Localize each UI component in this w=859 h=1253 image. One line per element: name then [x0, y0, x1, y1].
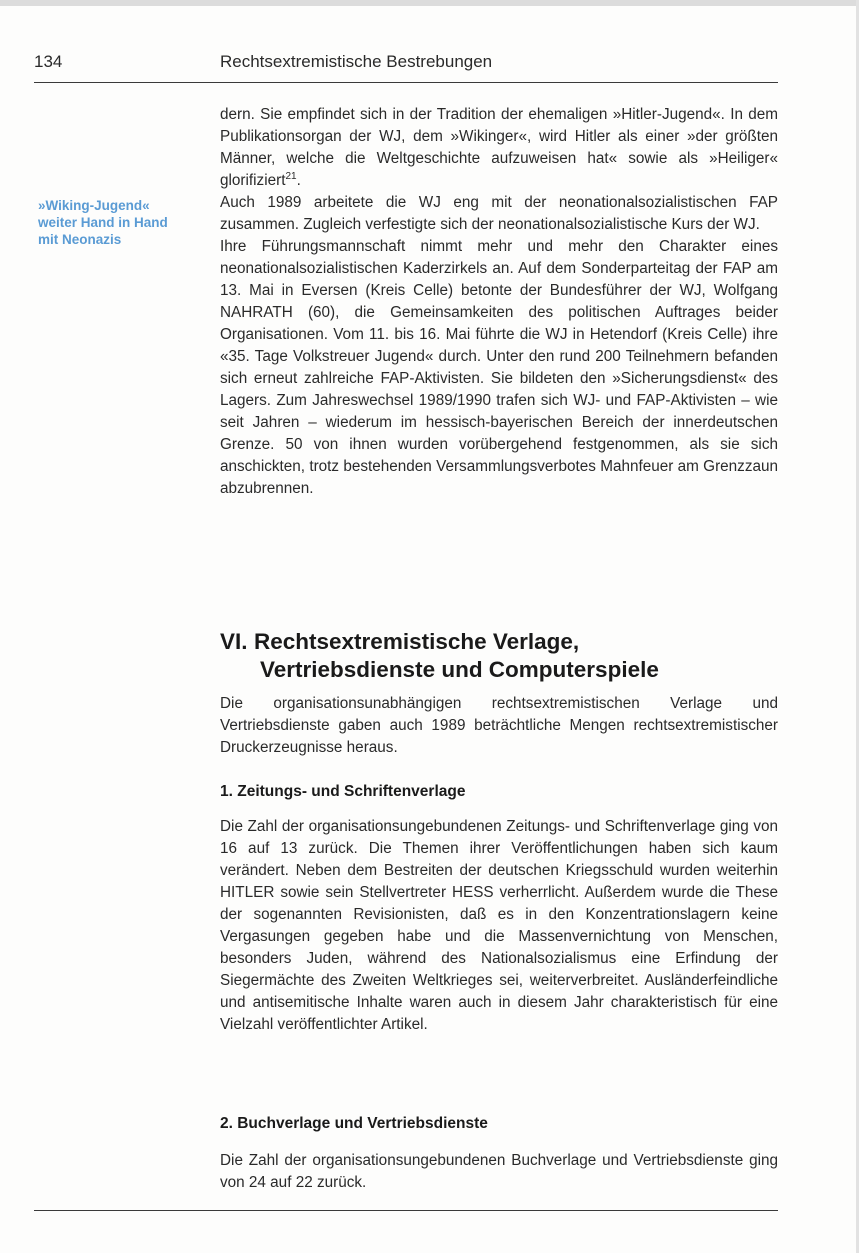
header-rule [34, 82, 778, 83]
section-title-line2: Vertriebsdienste und Computerspiele [260, 657, 659, 682]
body-text [220, 104, 778, 500]
subsection-2-body [220, 1150, 778, 1194]
paragraph-1-end: . [296, 172, 301, 189]
section-heading [220, 628, 778, 684]
section-intro [220, 693, 778, 759]
scan-top-border [0, 0, 859, 6]
footer-rule [34, 1210, 778, 1211]
subsection-1-body [220, 816, 778, 1036]
running-head: Rechtsextremistische Bestrebungen [220, 52, 493, 71]
section-intro-text: Die organisationsunabhängigen rechtsextremistischen Verlage und Vertriebsdienste gaben auch 1989 beträchtliche Mengen rechtsextremistischer Druckerzeugnisse heraus. [220, 695, 778, 756]
paragraph-2: Auch 1989 arbeitete die WJ eng mit der neonationalsozialistischen FAP zusammen. Zugleich verfestigte sich der neonationalsozialistische Kurs der WJ. [220, 194, 778, 233]
section-number: VI. [220, 629, 248, 654]
paragraph-3: Ihre Führungsmannschaft nimmt mehr und mehr den Charakter eines neonationalsozialistischen Kaderzirkels an. Auf dem Sonderparteitag der FAP am 13. Mai in Eversen (Kreis Celle) betonte der Bundesführer der WJ, Wolfgang NAHRATH (60), die Gemeinsamkeiten des politischen Auftrages beider Organisationen. Vom 11. bis 16. Mai führte die WJ in Hetendorf (Kreis Celle) ihre «35. Tage Volkstreuer Jugend« durch. Unter den rund 200 Teilnehmern befanden sich erneut zahlreiche FAP-Aktivisten. Sie bildeten den »Sicherungsdienst« des Lagers. Zum Jahreswechsel 1989/1990 trafen sich WJ- und FAP-Aktivisten – wie seit Jahren – wiederum im hessisch-bayerischen Bereich der innerdeutschen Grenze. 50 von ihnen wurden vorübergehend festgenommen, als sie sich anschickten, trotz bestehenden Versammlungsverbotes Mahnfeuer am Grenzzaun abzubrennen. [220, 238, 778, 497]
subsection-2-text: Die Zahl der organisationsungebundenen Buchverlage und Vertriebsdienste ging von 24 auf 22 zurück. [220, 1152, 778, 1191]
paragraph-1 [220, 104, 778, 192]
footnote-ref: 21 [285, 170, 297, 182]
margin-note: »Wiking-Jugend« weiter Hand in Hand mit Neonazis [38, 198, 168, 247]
page-header [34, 52, 778, 82]
subsection-2-heading: 2. Buchverlage und Vertriebsdienste [220, 1115, 488, 1132]
paragraph-1-text: dern. Sie empfindet sich in der Tradition der ehemaligen »Hitler-Jugend«. In dem Publikationsorgan der WJ, dem »Wikinger«, wird Hitler als einer »der größten Männer, welche die Weltgeschichte aufzuweisen hat« sowie als »Heiliger« glorifiziert [220, 106, 778, 189]
section-title-line1: Rechtsextremistische Verlage, [254, 629, 580, 654]
subsection-1-heading: 1. Zeitungs- und Schriftenverlage [220, 783, 466, 800]
page-number: 134 [34, 52, 63, 71]
subsection-1-text: Die Zahl der organisationsungebundenen Zeitungs- und Schriftenverlage ging von 16 auf 13 zurück. Die Themen ihrer Veröffentlichungen haben sich kaum verändert. Neben dem Bestreiten der deutschen Kriegsschuld wurden weiterhin HITLER sowie sein Stellvertreter HESS verherrlicht. Außerdem wurde die These der sogenannten Revisionisten, daß es in den Konzentrationslagern keine Vergasungen gegeben habe und die Massenvernichtung von Menschen, besonders Juden, während des Nationalsozialismus eine Erfindung der Siegermächte des Zweiten Weltkrieges sei, weiterverbreitet. Ausländerfeindliche und antisemitische Inhalte waren auch in diesem Jahr charakteristisch für eine Vielzahl veröffentlichter Artikel. [220, 818, 778, 1033]
